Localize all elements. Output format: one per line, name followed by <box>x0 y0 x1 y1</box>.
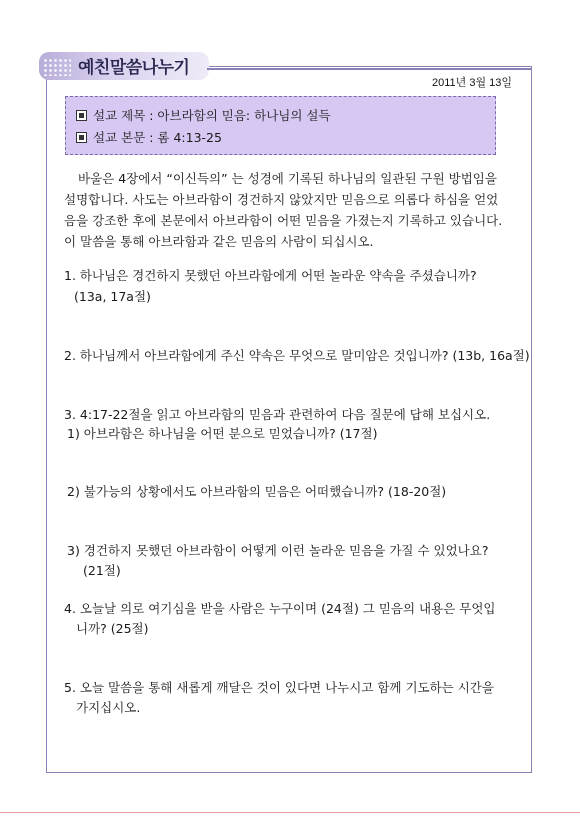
sermon-title-row <box>76 106 331 124</box>
footer-divider <box>0 812 580 813</box>
intro-paragraph <box>64 168 518 252</box>
checkbox-bullet-icon <box>76 132 87 143</box>
question-1: 1. 하나님은 경건하지 못했던 아브라함에게 어떤 놀라운 약속을 주셨습니까? <box>64 268 477 283</box>
question-4: 4. 오늘날 의로 여기심을 받을 사람은 누구이며 (24절) 그 믿음의 내용은 무엇입 <box>64 601 496 616</box>
intro-line: 설명합니다. 사도는 아브라함이 경건하지 않았지만 믿음으로 의롭다 하심을 얻었 <box>64 192 499 207</box>
question-2: 2. 하나님께서 아브라함에게 주신 약속은 무엇으로 말미암은 것입니까? (13b, 16a절) <box>64 348 530 363</box>
question-3-3: 3) 경건하지 못했던 아브라함이 어떻게 이런 놀라운 믿음을 가질 수 있었나요? <box>67 543 489 558</box>
page-title: 예친말씀나누기 <box>78 58 190 78</box>
sermon-info-box <box>65 96 496 155</box>
question-3-3-ref: (21절) <box>83 563 121 578</box>
checkbox-bullet-icon <box>76 110 87 121</box>
question-5: 5. 오늘 말씀을 통해 새롭게 깨달은 것이 있다면 나누시고 함께 기도하는 시간을 <box>64 680 494 695</box>
sermon-title: 설교 제목 : 아브라함의 믿음: 하나님의 설득 <box>93 108 331 123</box>
sermon-text-row <box>76 128 222 146</box>
question-3-2: 2) 불가능의 상황에서도 아브라함의 믿음은 어떠했습니까? (18-20절) <box>67 484 447 499</box>
question-5-cont: 가지십시오. <box>76 700 141 715</box>
question-1-ref: (13a, 17a절) <box>74 289 151 304</box>
question-3: 3. 4:17-22절을 읽고 아브라함의 믿음과 관련하여 다음 질문에 답해 보십시오. <box>64 407 491 422</box>
title-underline <box>207 68 532 70</box>
intro-line: 바울은 4장에서 “이신득의” 는 성경에 기록된 하나님의 일관된 구원 방법임을 <box>78 171 497 186</box>
date-label: 2011년 3월 13일 <box>432 77 512 89</box>
question-4-cont: 니까? (25절) <box>76 621 149 636</box>
intro-line: 이 말씀을 통해 아브라함과 같은 믿음의 사람이 되십시오. <box>64 234 374 249</box>
question-3-1: 1) 아브라함은 하나님을 어떤 분으로 믿었습니까? (17절) <box>67 426 378 441</box>
sermon-text: 설교 본문 : 롬 4:13-25 <box>93 130 222 145</box>
dot-pattern-decoration <box>43 58 71 76</box>
intro-line: 음을 강조한 후에 본문에서 아브라함이 어떤 믿음을 가졌는지 기록하고 있습니다. <box>64 213 503 228</box>
